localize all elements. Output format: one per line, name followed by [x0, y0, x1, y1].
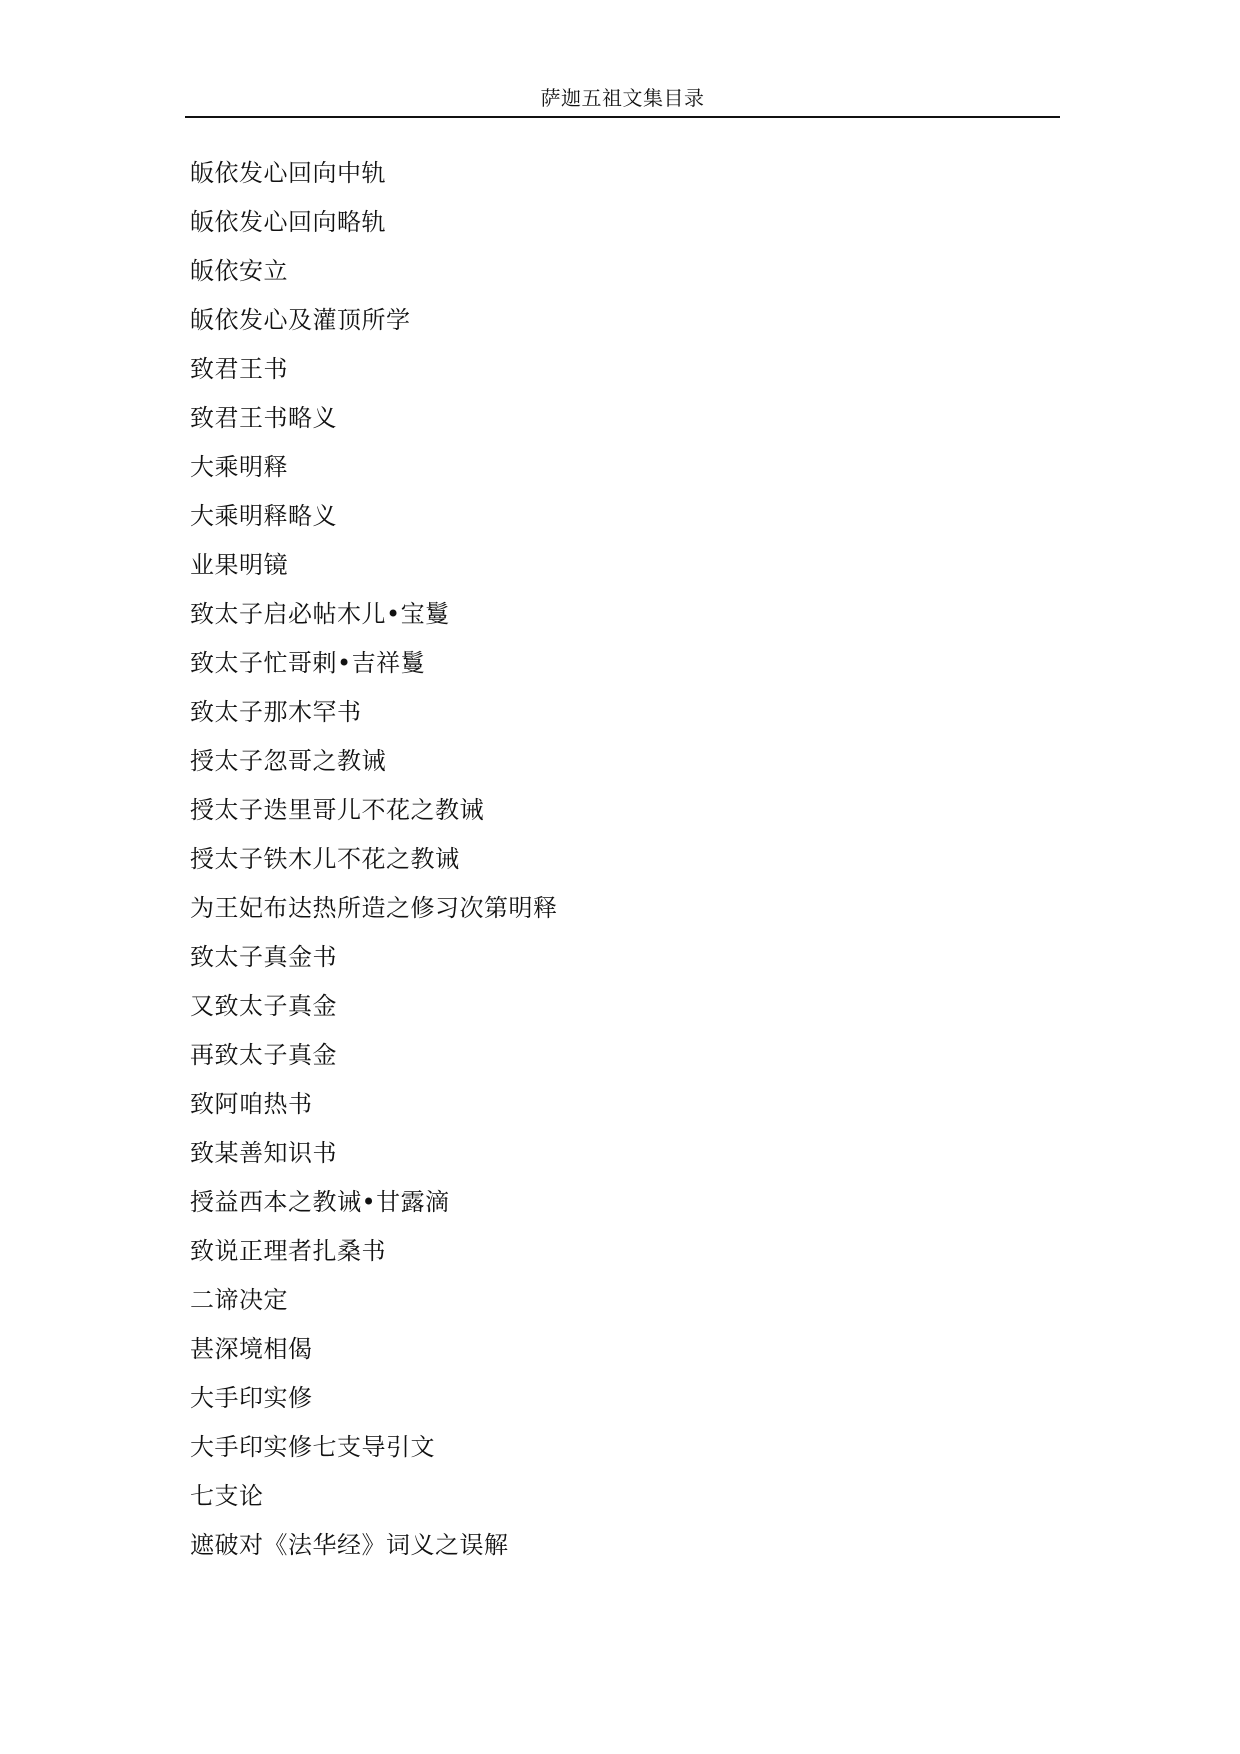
toc-entry: 皈依发心及灌顶所学 [190, 306, 411, 334]
toc-entry: 业果明镜 [190, 551, 288, 579]
toc-entry: 致太子忙哥剌•吉祥鬘 [190, 649, 426, 677]
toc-entry: 七支论 [190, 1482, 264, 1510]
toc-entry: 又致太子真金 [190, 992, 337, 1020]
toc-entry: 遮破对《法华经》词义之误解 [190, 1531, 509, 1559]
page-title: 萨迦五祖文集目录 [540, 86, 705, 110]
toc-entry: 皈依安立 [190, 257, 288, 285]
toc-entry: 授太子铁木儿不花之教诫 [190, 845, 460, 873]
toc-entry: 大乘明释 [190, 453, 288, 481]
toc-entry: 二谛决定 [190, 1286, 288, 1314]
toc-entry: 致太子真金书 [190, 943, 337, 971]
toc-entry: 授太子迭里哥儿不花之教诫 [190, 796, 484, 824]
toc-entry: 致太子那木罕书 [190, 698, 362, 726]
toc-entry: 授益西本之教诫•甘露滴 [190, 1188, 450, 1216]
page-header [185, 82, 1060, 118]
toc-entry: 授太子忽哥之教诫 [190, 747, 386, 775]
toc-entry: 致说正理者扎桑书 [190, 1237, 386, 1265]
toc-entry: 致太子启必帖木儿•宝鬘 [190, 600, 450, 628]
toc-entry: 大乘明释略义 [190, 502, 337, 530]
toc-entry: 皈依发心回向中轨 [190, 159, 386, 187]
toc-entry: 大手印实修七支导引文 [190, 1433, 435, 1461]
toc-entry: 为王妃布达热所造之修习次第明释 [190, 894, 558, 922]
toc-entry: 致君王书略义 [190, 404, 337, 432]
table-of-contents [190, 158, 558, 1579]
toc-entry: 再致太子真金 [190, 1041, 337, 1069]
toc-entry: 大手印实修 [190, 1384, 313, 1412]
toc-entry: 甚深境相偈 [190, 1335, 313, 1363]
toc-entry: 致某善知识书 [190, 1139, 337, 1167]
toc-entry: 皈依发心回向略轨 [190, 208, 386, 236]
toc-entry: 致君王书 [190, 355, 288, 383]
toc-entry: 致阿咱热书 [190, 1090, 313, 1118]
